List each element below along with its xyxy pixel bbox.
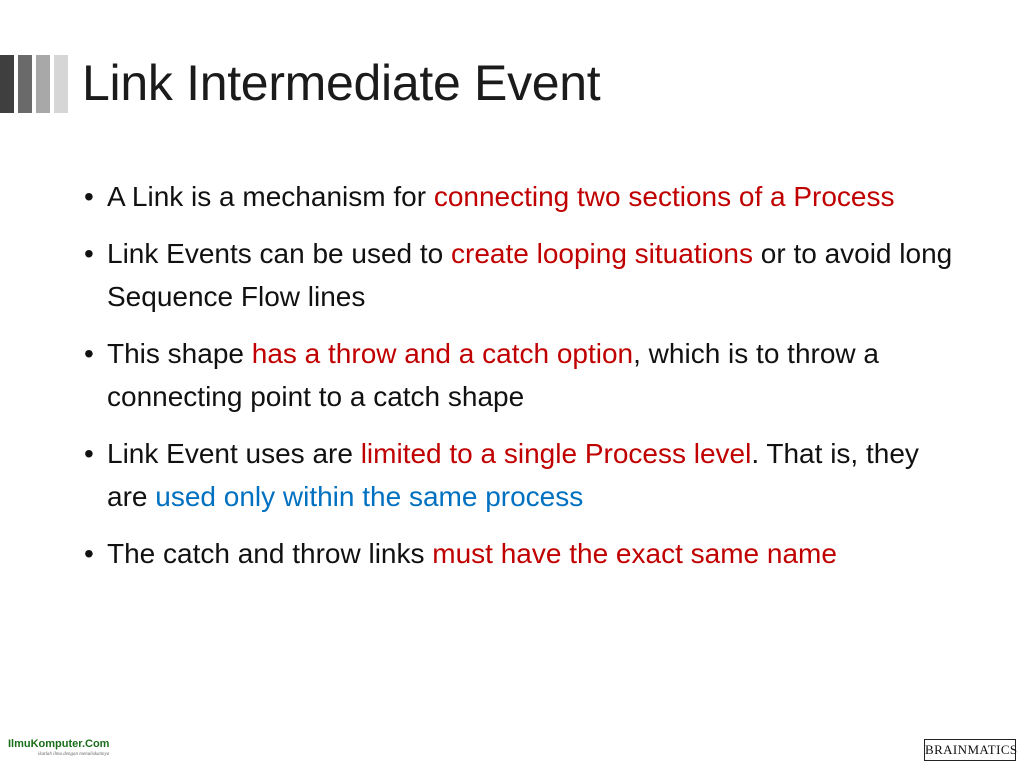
ilmukomputer-logo-text: IlmuKomputer.Com — [8, 738, 110, 750]
bullet-highlight-text: has a throw and a catch option — [251, 338, 634, 369]
bullet-dot-icon: • — [84, 181, 94, 212]
bullet-highlight-text: limited to a single Process level — [360, 438, 752, 469]
bullet-text: or to avoid long Sequence Flow lines — [107, 238, 953, 312]
slide-title: Link Intermediate Event — [82, 55, 601, 111]
bullet-text: Link Event uses are — [107, 438, 361, 469]
ilmukomputer-logo-tagline: ikatlah ilmu dengan menuliskannya — [38, 752, 110, 757]
ilmukomputer-logo — [8, 738, 138, 762]
bullet-highlight-text: create looping situations — [451, 238, 753, 269]
bullet-text: The catch and throw links — [107, 538, 433, 569]
bullet-highlight-text: connecting two sections of a Process — [433, 181, 895, 212]
bullet-item — [84, 232, 964, 318]
bullet-text: This shape — [107, 338, 252, 369]
bullet-item — [84, 432, 964, 518]
bullet-item — [84, 532, 964, 575]
bullet-dot-icon: • — [84, 238, 94, 269]
title-accent-bars — [0, 55, 80, 113]
bullet-dot-icon: • — [84, 438, 94, 469]
bullet-text: . That is, they are — [107, 438, 919, 512]
bullet-dot-icon: • — [84, 538, 94, 569]
bullet-dot-icon: • — [84, 338, 94, 369]
bullet-list — [84, 175, 964, 589]
brainmatics-logo: BRAINMATICS — [924, 739, 1016, 761]
bullet-text: Link Events can be used to — [107, 238, 451, 269]
bullet-highlight-text: must have the exact same name — [432, 538, 837, 569]
bullet-text: A Link is a mechanism for — [107, 181, 434, 212]
accent-bar — [54, 55, 68, 113]
bullet-item — [84, 175, 964, 218]
bullet-item — [84, 332, 964, 418]
accent-bar — [0, 55, 14, 113]
accent-bar — [36, 55, 50, 113]
bullet-text: , which is to throw a connecting point to a catch shape — [107, 338, 879, 412]
accent-bar — [18, 55, 32, 113]
bullet-highlight-text: used only within the same process — [155, 481, 584, 512]
